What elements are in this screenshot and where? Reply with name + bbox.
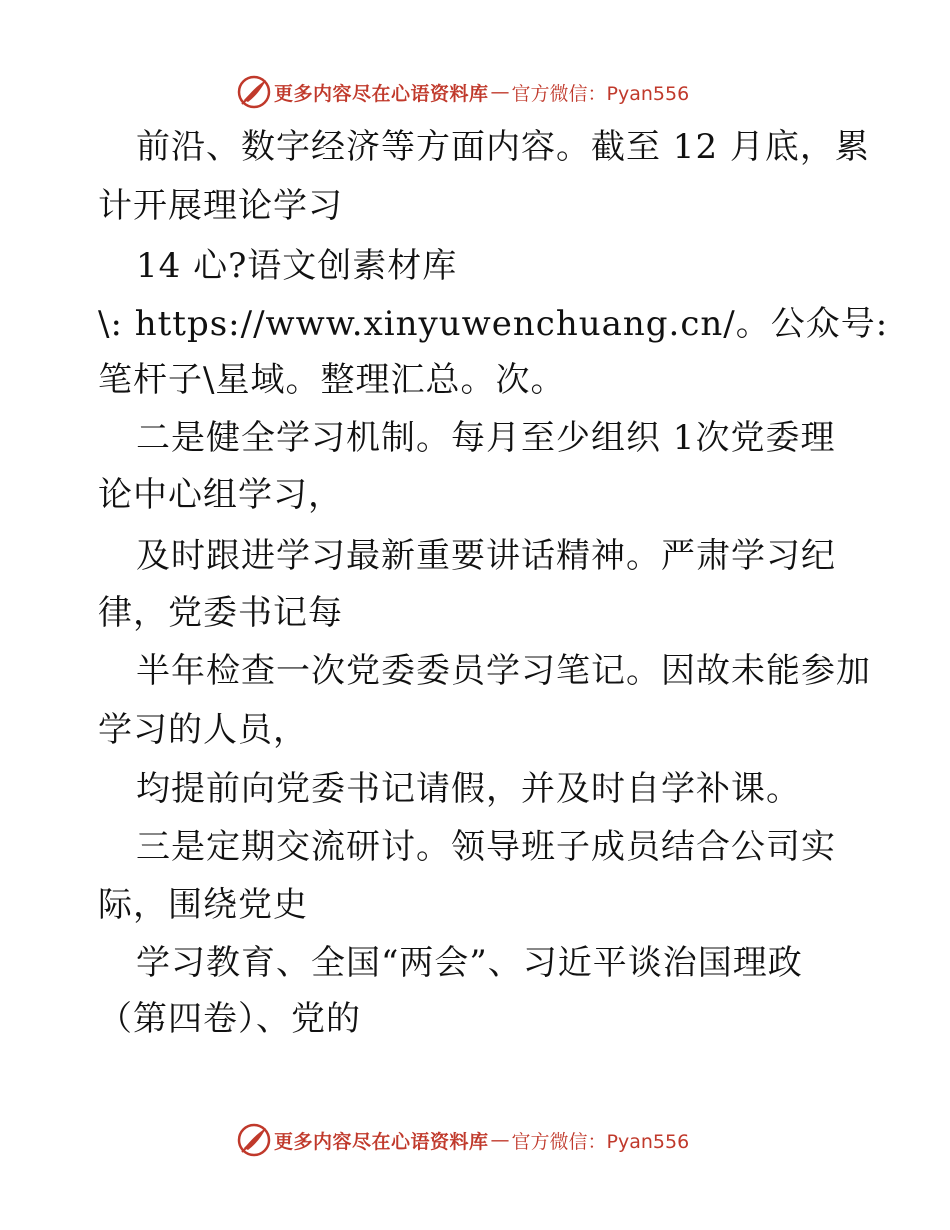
body-line: 学习的人员， <box>98 710 308 750</box>
body-line: 14 心?语文创素材库 <box>136 246 458 286</box>
body-line: 三是定期交流研讨。领导班子成员结合公司实 <box>136 827 836 867</box>
body-line: 及时跟进学习最新重要讲话精神。严肃学习纪 <box>136 536 836 576</box>
body-line: 际，围绕党史 <box>98 885 308 925</box>
body-line: 学习教育、全国“两会”、习近平谈治国理政 <box>136 943 803 983</box>
body-line: （第四卷）、党的 <box>98 999 361 1039</box>
body-line: 律，党委书记每 <box>98 593 343 633</box>
body-line: 论中心组学习， <box>98 475 343 515</box>
body-line: \: https://www.xinyuwenchuang.cn/。公众号: <box>98 304 889 344</box>
body-line: 均提前向党委书记请假，并及时自学补课。 <box>136 769 801 809</box>
body-line: 计开展理论学习 <box>98 186 343 226</box>
header-banner-dash: — <box>490 81 510 103</box>
footer-banner-text: 更多内容尽在心语资料库 <box>274 1130 489 1153</box>
body-line: 前沿、数字经济等方面内容。截至 12 月底，累 <box>136 127 870 167</box>
footer-banner-dash: — <box>490 1129 510 1151</box>
header-banner-text: 更多内容尽在心语资料库 <box>274 82 489 105</box>
body-line: 笔杆子\星域。整理汇总。次。 <box>98 360 566 400</box>
quill-logo-icon <box>236 1122 272 1158</box>
header-banner-wechat: 官方微信：Pyan556 <box>511 82 690 105</box>
footer-banner <box>0 1118 950 1162</box>
footer-banner-wechat: 官方微信：Pyan556 <box>511 1130 690 1153</box>
body-line: 二是健全学习机制。每月至少组织 1次党委理 <box>136 418 836 458</box>
header-banner <box>0 70 950 114</box>
quill-logo-icon <box>236 74 272 110</box>
body-line: 半年检查一次党委委员学习笔记。因故未能参加 <box>136 651 871 691</box>
